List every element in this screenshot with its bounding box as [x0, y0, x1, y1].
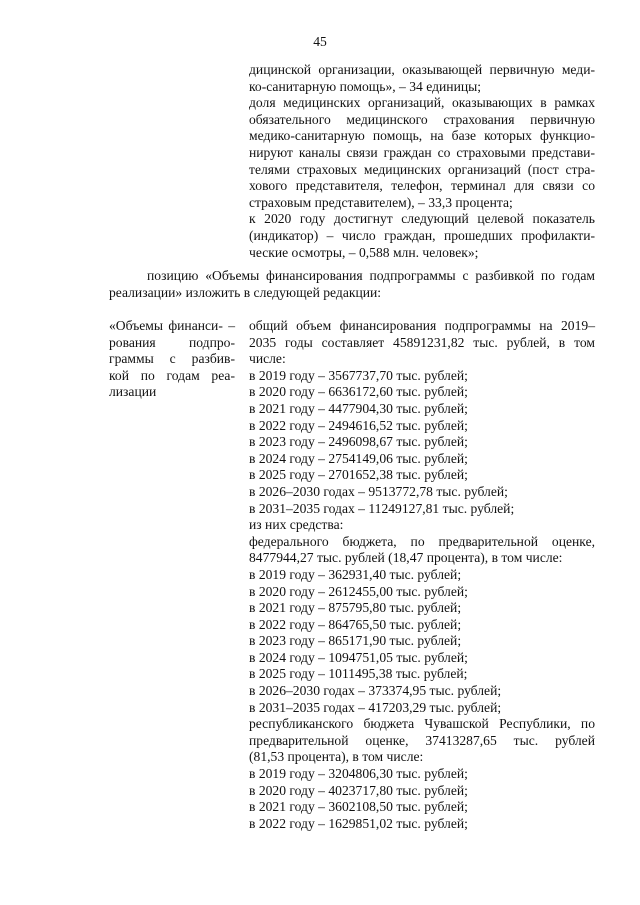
page-number: 45	[313, 34, 327, 49]
text-line: в 2024 году – 2754149,06 тыс. рублей;	[249, 450, 468, 466]
amendment-paragraph	[109, 268, 595, 301]
text-line: «Объемы финанси- –	[109, 318, 235, 333]
text-line: ко-санитарную помощь», – 34 единицы;	[249, 78, 482, 94]
text-line: в 2022 году – 2494616,52 тыс. рублей;	[249, 417, 468, 433]
text-line: рования подпро-	[109, 334, 235, 350]
text-line: из них средства:	[249, 517, 344, 533]
text-line: в 2023 году – 865171,90 тыс. рублей;	[249, 633, 462, 649]
text-line: (индикатор) – число граждан, прошедших профилакти-	[249, 227, 595, 243]
text-line: 2035 годы составляет 45891231,82 тыс. рублей, в том	[249, 334, 595, 350]
text-line: в 2021 году – 875795,80 тыс. рублей;	[249, 600, 462, 616]
text-line: реализации» изложить в следующей редакции:	[109, 284, 382, 300]
text-line: общий объем финансирования подпрограммы на 2019–	[249, 318, 595, 333]
text-line: нируют каналы связи граждан со страховыми представи-	[249, 144, 595, 160]
text-line: позицию «Объемы финансирования подпрограммы с разбивкой по годам	[147, 268, 595, 283]
text-line: в 2026–2030 годах – 9513772,78 тыс. рублей;	[249, 483, 508, 499]
text-line: граммы с разбив-	[109, 351, 235, 367]
text-line: в 2019 году – 3567737,70 тыс. рублей;	[249, 367, 468, 383]
text-line: медико-санитарную помощь, на базе которых функцио-	[249, 128, 595, 144]
text-line: в 2020 году – 4023717,80 тыс. рублей;	[249, 782, 468, 798]
text-line: предварительной оценке, 37413287,65 тыс. рублей	[249, 732, 595, 748]
text-line: 8477944,27 тыс. рублей (18,47 процента), в том числе:	[249, 550, 563, 566]
text-line: в 2021 году – 3602108,50 тыс. рублей;	[249, 799, 468, 815]
text-line: федерального бюджета, по предварительной оценке,	[249, 533, 595, 549]
text-line: лизации	[109, 384, 157, 400]
text-line: в 2031–2035 годах – 11249127,81 тыс. рублей;	[249, 500, 515, 516]
text-line: в 2021 году – 4477904,30 тыс. рублей;	[249, 400, 468, 416]
text-line: обязательного медицинского страхования первичную	[249, 111, 595, 127]
text-line: в 2019 году – 3204806,30 тыс. рублей;	[249, 766, 468, 782]
text-line: числе:	[249, 351, 286, 367]
table-label-cell	[109, 318, 235, 401]
text-line: дицинской организации, оказывающей первичную меди-	[249, 62, 595, 77]
text-line: в 2022 году – 1629851,02 тыс. рублей;	[249, 815, 468, 831]
text-line: в 2024 году – 1094751,05 тыс. рублей;	[249, 649, 468, 665]
text-line: в 2020 году – 2612455,00 тыс. рублей;	[249, 583, 468, 599]
text-line: в 2025 году – 2701652,38 тыс. рублей;	[249, 467, 468, 483]
text-line: кой по годам реа-	[109, 367, 235, 383]
text-line: в 2026–2030 годах – 373374,95 тыс. рублей;	[249, 683, 502, 699]
text-line: страховым представителем), – 33,3 процента;	[249, 194, 513, 210]
text-line: в 2025 году – 1011495,38 тыс. рублей;	[249, 666, 468, 682]
text-line: в 2023 году – 2496098,67 тыс. рублей;	[249, 434, 468, 450]
continued-text-block	[249, 62, 595, 261]
text-line: в 2031–2035 годах – 417203,29 тыс. рублей;	[249, 699, 502, 715]
text-line: доля медицинских организаций, оказывающих в рамках	[249, 95, 595, 111]
text-line: хового представителя, телефон, терминал для связи со	[249, 178, 595, 194]
text-line: (81,53 процента), в том числе:	[249, 749, 424, 765]
text-line: в 2020 году – 6636172,60 тыс. рублей;	[249, 384, 468, 400]
text-line: ческие осмотры, – 0,588 млн. человек»;	[249, 244, 479, 260]
text-line: республиканского бюджета Чувашской Республики, по	[249, 716, 595, 732]
text-line: в 2022 году – 864765,50 тыс. рублей;	[249, 616, 462, 632]
table-value-cell	[249, 318, 595, 832]
text-line: к 2020 году достигнут следующий целевой показатель	[249, 211, 595, 227]
text-line: в 2019 году – 362931,40 тыс. рублей;	[249, 566, 462, 582]
text-line: телями страховых медицинских организаций (пост стра-	[249, 161, 595, 177]
